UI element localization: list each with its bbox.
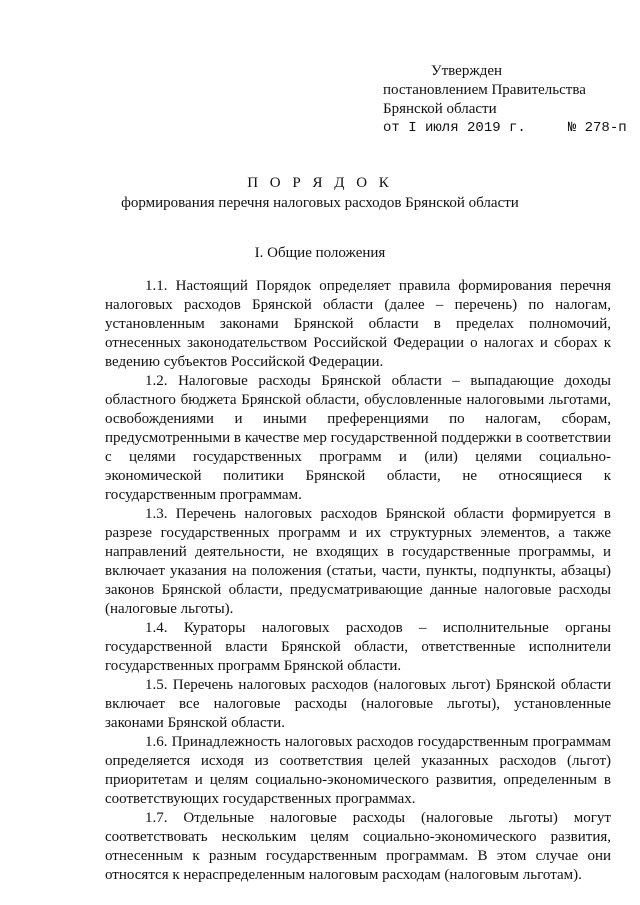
paragraph-1-5: 1.5. Перечень налоговых расходов (налоговых льгот) Брянской области включает все налоговые расходы (налоговые льготы), установленные законами Брянской области. <box>105 677 611 731</box>
paragraph-1-1: 1.1. Настоящий Порядок определяет правила формирования перечня налоговых расходов Брянской области (далее – перечень) по налогам, установленным законами Брянской области в пределах полномочий, отнесенных законодательством Российской Федерации о налогах и сборах к ведению субъектов Российской Федерации. <box>105 278 611 370</box>
approval-date-line <box>383 119 633 138</box>
paragraph-1-6: 1.6. Принадлежность налоговых расходов государственным программам определяется исходя из соответствия целей указанных расходов (льгот) приоритетам и целям социально-экономического развития, определенным в соответствующих государственных программах. <box>105 734 611 807</box>
document-title: П О Р Я Д О К <box>247 175 393 191</box>
paragraph-1-2: 1.2. Налоговые расходы Брянской области – выпадающие доходы областного бюджета Брянской области, обусловленные налоговыми льготами, освобождениями и иными преференциями по налогам, сборам, предусмотренными в качестве мер государственной поддержки в соответствии с целями государственных программ и (или) целями социально-экономической политики Брянской области, не относящиеся к государственным программам. <box>105 373 611 503</box>
approval-approved: Утвержден <box>431 63 503 79</box>
approval-date: от I июля 2019 г. <box>383 120 526 136</box>
document-subtitle: формирования перечня налоговых расходов Брянской области <box>121 195 519 211</box>
approval-number: № 278-п <box>567 120 627 136</box>
paragraph-1-4: 1.4. Кураторы налоговых расходов – исполнительные органы государственной власти Брянской области, ответственные исполнители государственных программ Брянской области. <box>105 620 611 674</box>
paragraph-1-3: 1.3. Перечень налоговых расходов Брянской области формируется в разрезе государственных программ и их структурных элементов, а также направлений деятельности, не входящих в государственные программы, и включает указания на положения (статьи, части, пункты, подпункты, абзацы) законов Брянской области, предусматривающие данные налоговые расходы (налоговые льготы). <box>105 506 611 617</box>
approval-stamp <box>383 62 633 138</box>
approval-decree: постановлением Правительства <box>383 82 586 98</box>
approval-region: Брянской области <box>383 101 497 117</box>
section-heading: I. Общие положения <box>254 245 386 261</box>
paragraph-1-7: 1.7. Отдельные налоговые расходы (налоговые льготы) могут соответствовать нескольким целям социально-экономического развития, отнесенным к разным государственным программам. В этом случае они относятся к нераспределенным налоговым расходам (налоговым льготам). <box>105 810 611 883</box>
document-body <box>105 277 611 885</box>
